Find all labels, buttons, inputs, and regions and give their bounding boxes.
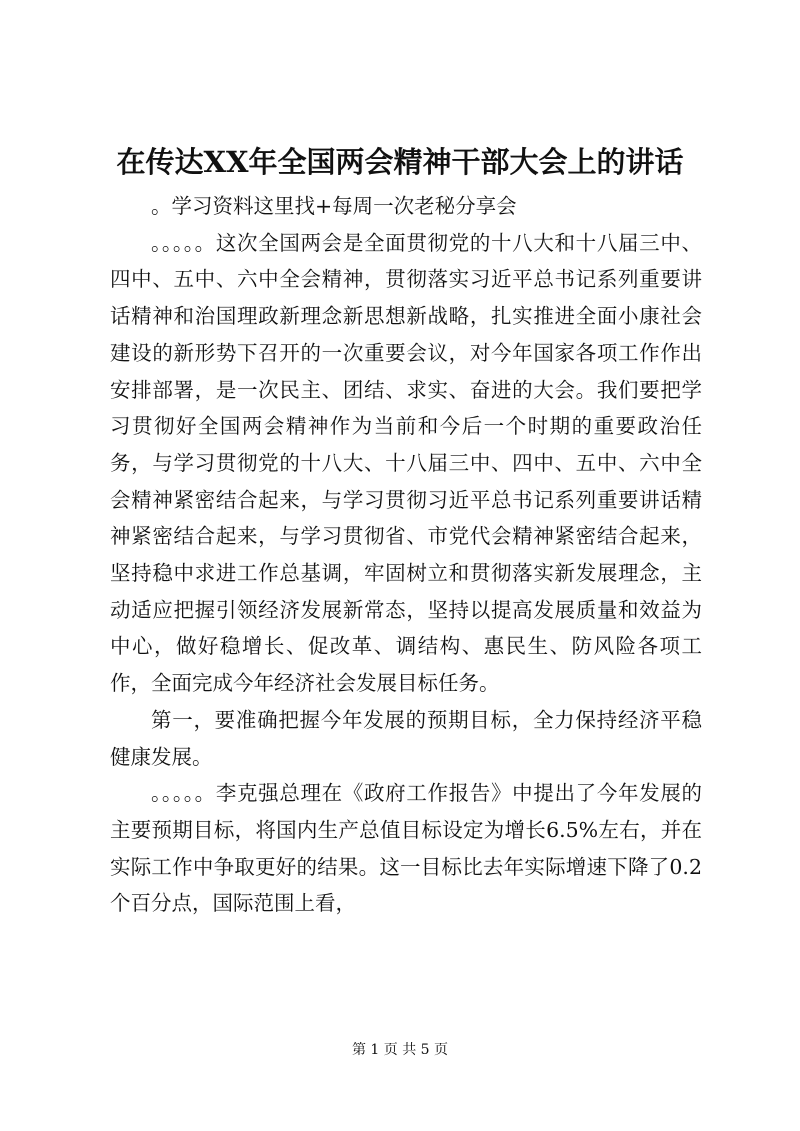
paragraph-point-one-heading: 第一，要准确把握今年发展的预期目标，全力保持经济平稳健康发展。 bbox=[110, 707, 702, 769]
paragraph-intro: 。学习资料这里找+每周一次老秘分享会 bbox=[151, 194, 517, 218]
paragraph-growth-target: 。。。。。李克强总理在《政府工作报告》中提出了今年发展的主要预期目标，将国内生产总值目标设定为增长6.5%左右，并在实际工作中争取更好的结果。这一目标比去年实际增速下降了0.2个百分点，国际范围上看， bbox=[110, 781, 702, 916]
document-body bbox=[110, 188, 702, 922]
paragraph-overview: 。。。。。这次全国两会是全面贯彻党的十八大和十八届三中、四中、五中、六中全会精神，贯彻落实习近平总书记系列重要讲话精神和治国理政新理念新思想新战略，扎实推进全面小康社会建设的新形势下召开的一次重要会议，对今年国家各项工作作出安排部署，是一次民主、团结、求实、奋进的大会。我们要把学习贯彻好全国两会精神作为当前和今后一个时期的重要政治任务，与学习贯彻党的十八大、十八届三中、四中、五中、六中全会精神紧密结合起来，与学习贯彻习近平总书记系列重要讲话精神紧密结合起来，与学习贯彻省、市党代会精神紧密结合起来，坚持稳中求进工作总基调，牢固树立和贯彻落实新发展理念，主动适应把握引领经济发展新常态，坚持以提高发展质量和效益为中心，做好稳增长、促改革、调结构、惠民生、防风险各项工作，全面完成今年经济社会发展目标任务。 bbox=[110, 230, 702, 696]
page-number-footer: 第 1 页 共 5 页 bbox=[351, 1042, 449, 1058]
document-title: 在传达XX年全国两会精神干部大会上的讲话 bbox=[116, 145, 684, 179]
